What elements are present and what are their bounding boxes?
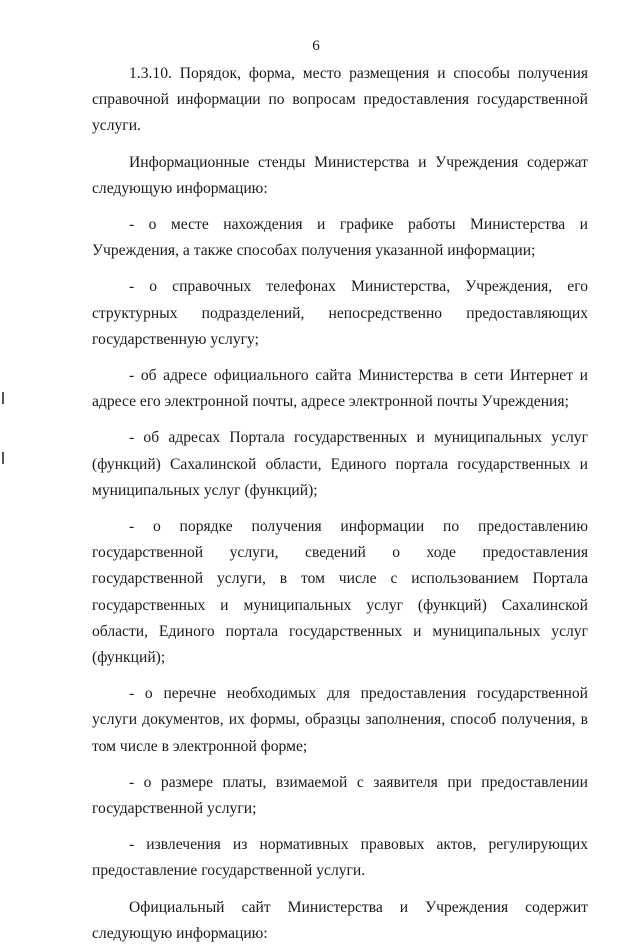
- scan-margin-mark: [2, 392, 4, 404]
- stands-intro-paragraph: Информационные стенды Министерства и Учреждения содержат следующую информацию:: [92, 153, 588, 197]
- section-heading-paragraph: 1.3.10. Порядок, форма, место размещения и способы получения справочной информации по вопросам предоставления государственной услуги.: [92, 65, 588, 135]
- list-item-fee: - о размере платы, взимаемой с заявителя при предоставлении государственной услуги;: [92, 773, 588, 818]
- list-item-website: - об адресе официального сайта Министерства в сети Интернет и адресе его электронной почты, адресе электронной почты Учреждения;: [92, 367, 588, 411]
- website-intro-paragraph: Официальный сайт Министерства и Учреждения содержит следующую информацию:: [92, 898, 588, 942]
- list-item-procedure: - о порядке получения информации по предоставлению государственной услуги, сведений о ходе предоставления государственной услуги, в том числе с использованием Портала государственных и муниципальных услуг (функций) Сахалинской области, Единого портала государственных и муниципальных услуг (функций);: [92, 518, 588, 667]
- list-item-portals: - об адресах Портала государственных и муниципальных услуг (функций) Сахалинской области, Единого портала государственных и муниципальных услуг (функций);: [92, 429, 588, 499]
- list-item-phones: - о справочных телефонах Министерства, Учреждения, его структурных подразделений, непосредственно предоставляющих государственную услугу;: [92, 278, 588, 348]
- document-body: [92, 61, 588, 947]
- page-number: 6: [312, 38, 320, 54]
- list-item-documents: - о перечне необходимых для предоставления государственной услуги документов, их формы, образцы заполнения, способ получения, в том числе в электронной форме;: [92, 685, 588, 755]
- list-item-extracts: - извлечения из нормативных правовых актов, регулирующих предоставление государственной услуги.: [92, 836, 588, 880]
- scan-margin-mark: [2, 452, 4, 464]
- list-item-location: - о месте нахождения и графике работы Министерства и Учреждения, а также способах получения указанной информации;: [92, 216, 588, 260]
